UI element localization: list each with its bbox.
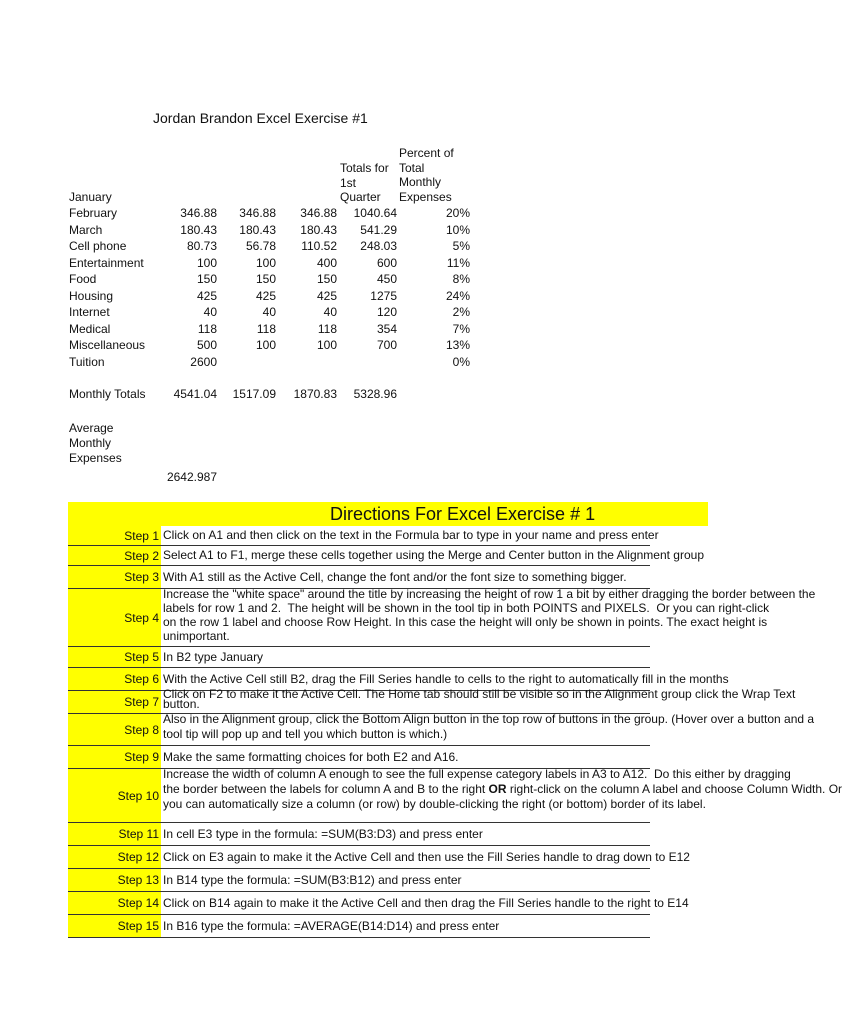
step-text-lines — [163, 528, 659, 543]
step-text[interactable] — [163, 846, 863, 868]
cell-c[interactable]: 40 — [262, 305, 276, 319]
step-text[interactable] — [163, 566, 863, 588]
step-text-line: the border between the labels for column A and B to the right OR right-click on the column A label and choose Column Width. Or — [163, 782, 843, 796]
step-label[interactable] — [68, 846, 161, 868]
row-label[interactable]: Miscellaneous — [69, 338, 146, 352]
row-label[interactable]: Medical — [69, 321, 111, 336]
cell-d[interactable]: 118 — [317, 321, 337, 336]
step-label[interactable] — [68, 589, 161, 646]
step-label-text: Step 15 — [117, 919, 159, 933]
average-label-line: Expenses — [69, 451, 122, 465]
percent-header-line: Percent of — [399, 146, 454, 160]
step-label-text: Step 13 — [117, 873, 159, 887]
row-label[interactable]: February — [69, 206, 118, 220]
step-text[interactable] — [163, 647, 863, 667]
step-label[interactable] — [68, 869, 161, 891]
step-text-line: Click on A1 and then click on the text in the Formula bar to type in your name and press enter — [163, 528, 659, 542]
step-label-text: Step 11 — [118, 827, 159, 841]
step-text[interactable] — [163, 589, 863, 643]
cell-d[interactable]: 400 — [316, 255, 337, 270]
cell-e[interactable]: 120 — [376, 305, 397, 319]
step-text-lines — [163, 570, 627, 585]
step-text-line: button. — [163, 697, 200, 711]
step-text-line: In cell E3 type in the formula: =SUM(B3:D3) and press enter — [163, 826, 483, 841]
step-row — [68, 526, 659, 546]
monthly-total-b[interactable]: 4541.04 — [173, 387, 217, 401]
cell-b[interactable]: 40 — [203, 305, 217, 319]
step-text[interactable] — [163, 526, 863, 545]
cell-f[interactable]: 10% — [445, 222, 470, 237]
percent-header-line: Expenses — [399, 189, 452, 204]
step-row — [68, 587, 816, 647]
step-text[interactable] — [163, 769, 863, 812]
step-text-lines — [163, 712, 863, 742]
step-label-text: Step 7 — [124, 695, 159, 709]
directions-title-row — [68, 502, 708, 526]
step-text-line: Click on F2 to make it the Active Cell. The Home tab should still be visible so in the Alignment group click the Wrap Text — [163, 687, 796, 701]
cell-b[interactable]: 180.43 — [180, 222, 217, 237]
step-row — [68, 647, 650, 668]
step-text-lines — [163, 689, 863, 709]
cell-january[interactable]: January — [69, 190, 112, 204]
average-label-line: Monthly — [69, 436, 112, 450]
cell-b[interactable]: 346.88 — [180, 206, 217, 220]
step-row — [68, 566, 650, 589]
row-label[interactable]: Cell phone — [69, 239, 127, 253]
cell-e[interactable]: 248.03 — [360, 239, 397, 253]
step-label-text: Step 3 — [124, 570, 159, 584]
totals-header-line: 1st — [340, 175, 357, 190]
step-label[interactable] — [68, 769, 161, 822]
step-label[interactable] — [68, 823, 161, 845]
row-label[interactable]: Food — [69, 272, 97, 286]
directions-list — [68, 526, 843, 938]
step-row — [68, 746, 650, 769]
step-label-text: Step 5 — [124, 650, 159, 664]
step-text-lines — [163, 919, 499, 934]
sheet-title[interactable]: Jordan Brandon Excel Exercise #1 — [153, 110, 368, 126]
directions-title[interactable]: Directions For Excel Exercise # 1 — [330, 504, 596, 524]
cell-e[interactable]: 1275 — [370, 288, 397, 303]
cell-c[interactable]: 346.88 — [239, 206, 276, 220]
step-text[interactable] — [163, 687, 863, 711]
step-text-line: Also in the Alignment group, click the Bottom Align button in the top row of buttons in the group. (Hover over a button and a — [163, 712, 815, 726]
step-text[interactable] — [163, 892, 863, 914]
step-text[interactable] — [163, 714, 863, 742]
cell-d[interactable]: 180.43 — [300, 222, 337, 237]
cell-f[interactable]: 20% — [445, 206, 470, 220]
percent-header-line: Monthly — [399, 175, 442, 189]
step-text-line: Increase the width of column A enough to see the full expense category labels in A3 to A12. Do this either by dragging — [163, 767, 791, 781]
step-text-lines — [163, 650, 263, 665]
row-label[interactable]: Tuition — [69, 354, 105, 369]
row-label[interactable]: Internet — [69, 305, 110, 319]
cell-d[interactable]: 40 — [323, 305, 337, 319]
step-text-line: labels for row 1 and 2. The height will be shown in the tool tip in both POINTS and PIXELS. Or you can right-click — [163, 601, 770, 615]
step-label-text: Step 2 — [124, 548, 159, 563]
cell-c[interactable]: 100 — [255, 255, 276, 270]
cell-f[interactable]: 0% — [452, 354, 470, 369]
step-text-line: Increase the "white space" around the title by increasing the height of row 1 a bit by either dragging the border between the — [163, 587, 816, 601]
average-label-line: Average — [69, 421, 114, 435]
cell-d[interactable]: 425 — [316, 288, 337, 303]
monthly-total-e[interactable]: 5328.96 — [353, 387, 397, 401]
step-label-text: Step 9 — [124, 750, 159, 764]
step-label[interactable] — [68, 746, 161, 768]
step-text-line: unimportant. — [163, 629, 230, 643]
step-text-line: tool tip will pop up and tell you which button is which.) — [163, 727, 448, 741]
cell-b[interactable]: 118 — [197, 321, 217, 336]
cell-c[interactable]: 150 — [255, 272, 276, 286]
cell-e[interactable]: 600 — [376, 255, 397, 270]
step-text[interactable] — [163, 823, 863, 845]
cell-b[interactable]: 150 — [196, 272, 217, 286]
cell-e[interactable]: 700 — [376, 338, 397, 352]
cell-f[interactable]: 24% — [445, 288, 470, 303]
step-text-lines — [163, 850, 690, 865]
step-text-lines — [163, 827, 483, 842]
cell-f[interactable]: 5% — [452, 239, 470, 253]
step-row — [68, 712, 815, 746]
average-label[interactable] — [69, 421, 122, 466]
cell-e[interactable]: 354 — [376, 321, 397, 336]
row-label[interactable]: March — [69, 222, 103, 237]
cell-b[interactable]: 500 — [196, 338, 217, 352]
step-label[interactable] — [68, 546, 161, 565]
step-label[interactable] — [68, 668, 161, 690]
step-row — [68, 869, 650, 892]
step-label-text: Step 6 — [124, 672, 159, 686]
cell-c[interactable]: 180.43 — [239, 222, 276, 237]
step-text-lines — [163, 548, 704, 563]
step-label[interactable] — [68, 526, 161, 545]
step-text-line: With the Active Cell still B2, drag the Fill Series handle to cells to the right to automatically fill in the months — [163, 671, 729, 686]
step-label-text: Step 14 — [117, 896, 159, 910]
totals-header-line: Quarter — [340, 190, 381, 204]
cell-f[interactable]: 13% — [445, 338, 470, 352]
step-row — [68, 915, 650, 938]
step-label-text: Step 1 — [124, 528, 159, 543]
step-text-line: Make the same formatting choices for both E2 and A16. — [163, 749, 459, 764]
step-text-line: Click on B14 again to make it the Active Cell and then drag the Fill Series handle to the right to E14 — [163, 895, 689, 910]
step-label[interactable] — [68, 566, 161, 588]
cell-e[interactable]: 541.29 — [360, 222, 397, 237]
step-row — [68, 767, 843, 823]
cell-c[interactable]: 100 — [255, 338, 276, 352]
step-row — [68, 892, 689, 915]
step-row — [68, 846, 690, 869]
step-text-line: Select A1 to F1, merge these cells together using the Merge and Center button in the Alignment group — [163, 548, 704, 562]
cell-f[interactable]: 8% — [452, 272, 470, 286]
step-label[interactable] — [68, 691, 161, 713]
step-label[interactable] — [68, 892, 161, 914]
step-text-lines — [163, 672, 729, 687]
step-text-lines — [163, 587, 863, 643]
step-label[interactable] — [68, 915, 161, 937]
step-text-line: In B16 type the formula: =AVERAGE(B14:D14) and press enter — [163, 918, 500, 933]
step-label-text: Step 4 — [124, 610, 159, 625]
step-row — [68, 546, 704, 566]
cell-c[interactable]: 56.78 — [245, 239, 276, 253]
step-label[interactable] — [68, 647, 161, 667]
row-label[interactable]: Housing — [69, 288, 114, 303]
step-label-text: Step 12 — [117, 850, 159, 864]
step-text-lines — [163, 767, 863, 812]
step-text-lines — [163, 873, 462, 888]
step-label-text: Step 10 — [117, 788, 159, 803]
step-label-text: Step 8 — [124, 722, 159, 737]
step-text-line: on the row 1 label and choose Row Height. In this case the height will only be shown in points. The exact height is — [163, 615, 768, 629]
row-label[interactable]: Entertainment — [69, 255, 144, 270]
cell-f[interactable]: 11% — [446, 255, 470, 270]
step-text-line: you can automatically size a column (or row) by double-clicking the right (or bottom) border of its label. — [163, 797, 706, 811]
average-value[interactable]: 2642.987 — [166, 470, 217, 484]
cell-e[interactable]: 450 — [376, 272, 397, 286]
cell-e[interactable]: 1040.64 — [353, 206, 397, 220]
step-text[interactable] — [163, 869, 863, 891]
cell-c[interactable]: 425 — [255, 288, 276, 303]
cell-f[interactable]: 7% — [452, 321, 470, 336]
cell-f[interactable]: 2% — [452, 305, 470, 319]
step-text-line: Click on E3 again to make it the Active Cell and then use the Fill Series handle to drag down to E12 — [163, 849, 690, 864]
totals-header-line: Totals for — [340, 161, 389, 175]
cell-d[interactable]: 346.88 — [300, 206, 337, 220]
step-text-line: With A1 still as the Active Cell, change the font and/or the font size to something bigger. — [163, 569, 627, 584]
step-text-line: In B14 type the formula: =SUM(B3:B12) and press enter — [163, 872, 462, 887]
cell-d[interactable]: 150 — [316, 272, 337, 286]
cell-c[interactable]: 118 — [256, 321, 276, 336]
totals-header[interactable] — [340, 161, 389, 205]
percent-header-line: Total — [399, 160, 425, 175]
step-text[interactable] — [163, 746, 863, 768]
cell-b[interactable]: 425 — [196, 288, 217, 303]
monthly-total-c[interactable]: 1517.09 — [232, 387, 276, 401]
step-text-lines — [163, 896, 689, 911]
step-text[interactable] — [163, 915, 863, 937]
step-row — [68, 687, 796, 714]
monthly-totals-label[interactable]: Monthly Totals — [69, 387, 146, 401]
percent-header[interactable] — [399, 146, 454, 204]
step-text-lines — [163, 750, 459, 765]
cell-d[interactable]: 110.52 — [301, 239, 337, 253]
step-row — [68, 823, 650, 846]
step-text-line: In B2 type January — [163, 649, 264, 664]
cell-b[interactable]: 80.73 — [186, 239, 217, 253]
monthly-total-d[interactable]: 1870.83 — [293, 387, 337, 401]
step-text[interactable] — [163, 546, 863, 565]
cell-d[interactable]: 100 — [316, 338, 337, 352]
step-label[interactable] — [68, 714, 161, 745]
cell-b[interactable]: 100 — [196, 255, 217, 270]
cell-b[interactable]: 2600 — [190, 354, 217, 369]
